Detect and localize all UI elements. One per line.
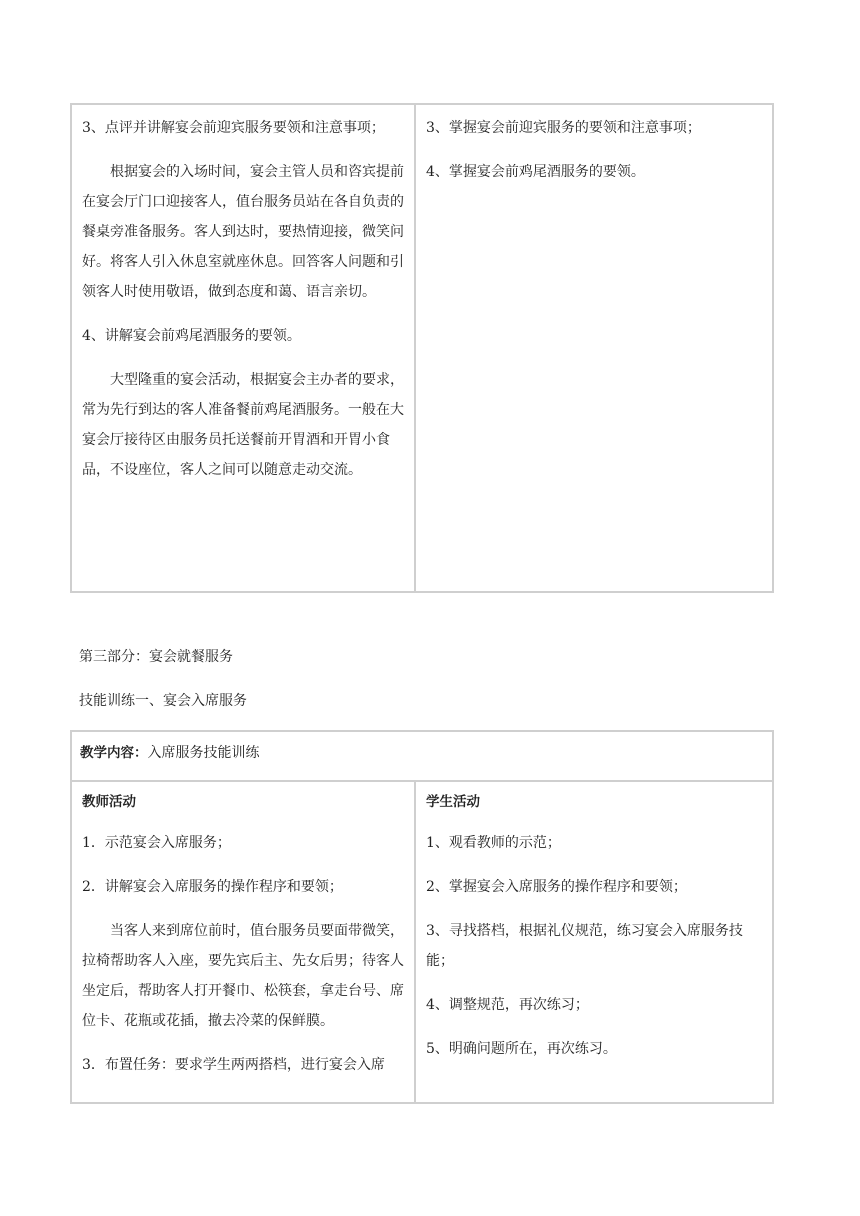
content-label: 教学内容： — [80, 745, 148, 761]
teacher-item-3: 3、点评并讲解宴会前迎宾服务要领和注意事项； — [82, 120, 385, 136]
student-activity-cell — [416, 105, 772, 591]
student-item-1: 1、观看教师的示范； — [426, 835, 561, 851]
student-item-3: 3、寻找搭档，根据礼仪规范，练习宴会入席服务技能； — [426, 923, 743, 969]
student-activity-cell — [416, 782, 772, 1102]
teacher-item-3: 3．布置任务：要求学生两两搭档，进行宴会入席 — [82, 1057, 385, 1073]
teacher-activity-cell — [72, 782, 416, 1102]
section-title: 第三部分：宴会就餐服务 — [79, 649, 233, 665]
teacher-header: 教师活动 — [82, 794, 136, 810]
teacher-activity-cell — [72, 105, 416, 591]
student-item-5: 5、明确问题所在，再次练习。 — [426, 1041, 617, 1057]
teacher-item-2: 2．讲解宴会入席服务的操作程序和要领； — [82, 879, 343, 895]
teaching-table-part2 — [70, 103, 774, 593]
student-header: 学生活动 — [426, 794, 480, 810]
activity-row — [72, 782, 772, 1102]
content-value: 入席服务技能训练 — [147, 745, 260, 761]
teacher-item-1: 1．示范宴会入席服务； — [82, 835, 231, 851]
student-item-4: 4、掌握宴会前鸡尾酒服务的要领。 — [426, 164, 645, 180]
teacher-paragraph-cocktail: 大型隆重的宴会活动，根据宴会主办者的要求，常为先行到达的客人准备餐前鸡尾酒服务。一般在大宴会厅接待区由服务员托送餐前开胃酒和开胃小食品，不设座位，客人之间可以随意走动交流。 — [82, 372, 404, 478]
teaching-table-part3 — [70, 730, 774, 1104]
teaching-content-row — [72, 732, 772, 782]
subsection-title: 技能训练一、宴会入席服务 — [79, 693, 247, 709]
student-item-3: 3、掌握宴会前迎宾服务的要领和注意事项； — [426, 120, 701, 136]
student-item-2: 2、掌握宴会入席服务的操作程序和要领； — [426, 879, 687, 895]
teacher-item-4: 4、讲解宴会前鸡尾酒服务的要领。 — [82, 328, 301, 344]
student-item-4: 4、调整规范，再次练习； — [426, 997, 589, 1013]
teacher-paragraph-seating: 当客人来到席位前时，值台服务员要面带微笑，拉椅帮助客人入座，要先宾后主、先女后男；待客人坐定后，帮助客人打开餐巾、松筷套，拿走台号、席位卡、花瓶或花插，撤去冷菜的保鲜膜。 — [82, 923, 404, 1029]
teacher-paragraph-welcome: 根据宴会的入场时间，宴会主管人员和咨宾提前在宴会厅门口迎接客人，值台服务员站在各自负责的餐桌旁准备服务。客人到达时，要热情迎接，微笑问好。将客人引入休息室就座休息。回答客人问题和引领客人时使用敬语，做到态度和蔼、语言亲切。 — [82, 164, 404, 300]
